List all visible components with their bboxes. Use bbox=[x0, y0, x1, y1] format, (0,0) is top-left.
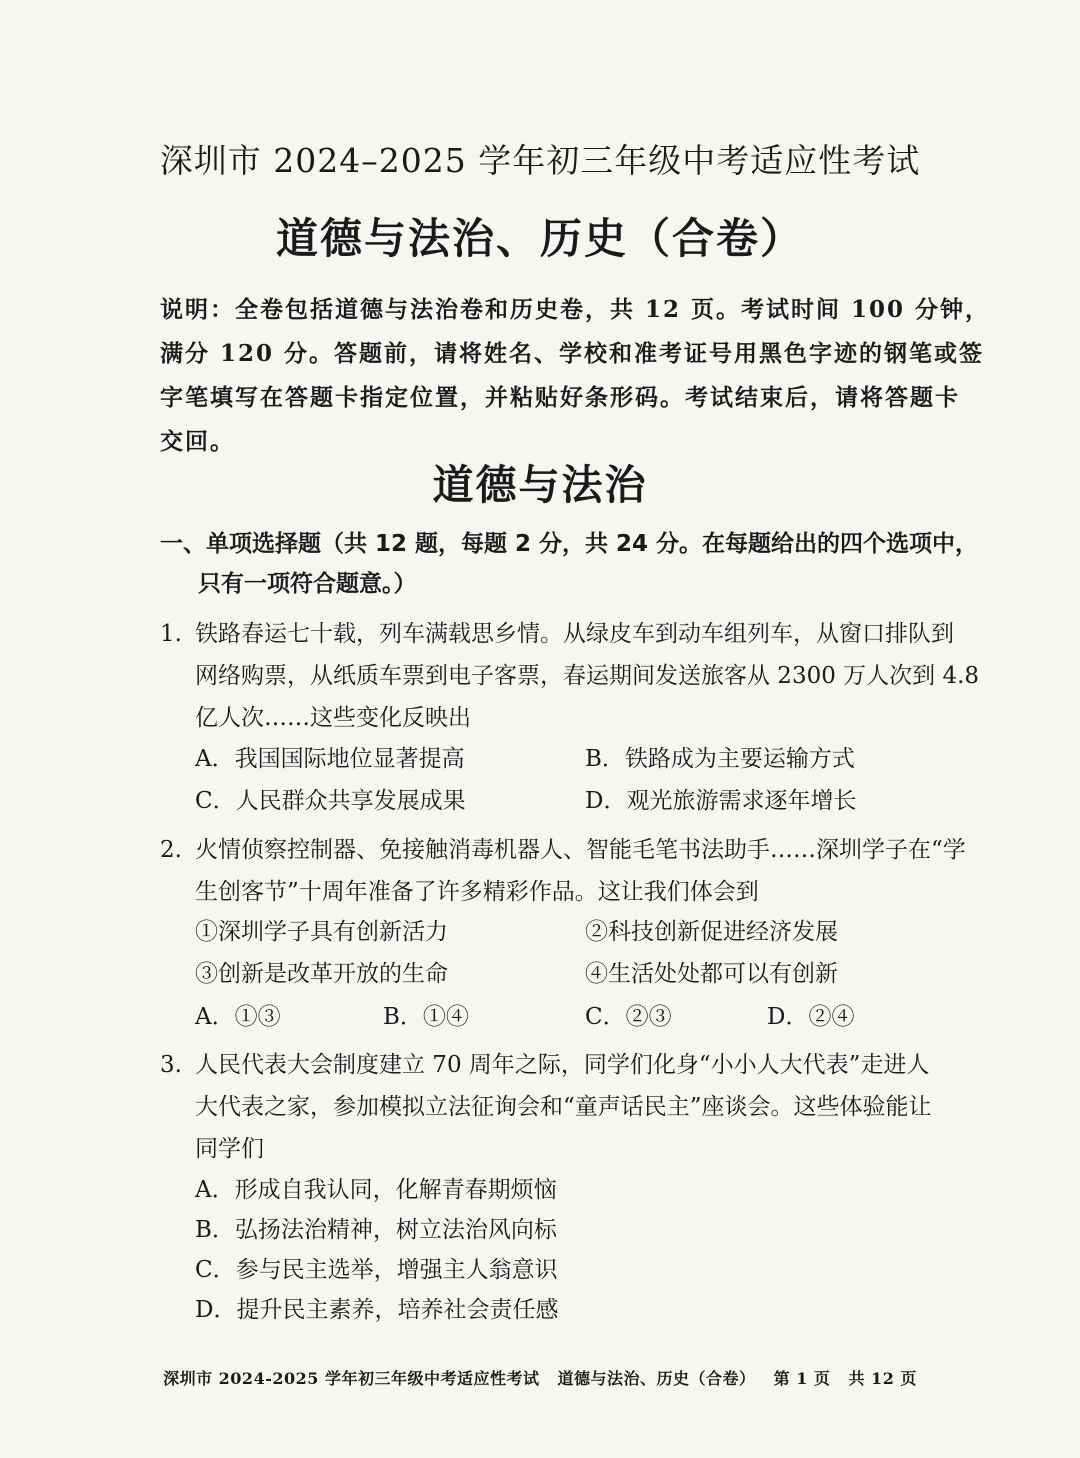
option-b: B．①④ bbox=[383, 1004, 469, 1030]
stem-line: 网络购票，从纸质车票到电子客票，春运期间发送旅客从 2300 万人次到 4.8 bbox=[195, 663, 980, 689]
option-d: D．观光旅游需求逐年增长 bbox=[585, 788, 857, 814]
stem-line: 铁路春运七十载，列车满载思乡情。从绿皮车到动车组列车，从窗口排队到 bbox=[195, 621, 954, 647]
option-a: A．①③ bbox=[195, 1004, 281, 1030]
question-number: 1. bbox=[160, 621, 182, 647]
footer-exam: 深圳市 2024-2025 学年初三年级中考适应性考试 bbox=[163, 1369, 540, 1388]
question-number: 2. bbox=[160, 837, 182, 863]
stem-line: 同学们 bbox=[195, 1136, 264, 1162]
statement-1: ①深圳学子具有创新活力 bbox=[195, 919, 448, 945]
question-number: 3. bbox=[160, 1052, 182, 1078]
statement-4: ④生活处处都可以有创新 bbox=[585, 961, 838, 987]
footer-paper: 道德与法治、历史（合卷） bbox=[557, 1369, 756, 1388]
option-c: C．②③ bbox=[585, 1004, 672, 1030]
part-heading-line: 一、单项选择题（共 12 题，每题 2 分，共 24 分。在每题给出的四个选项中， bbox=[160, 531, 979, 557]
instructions-line: 字笔填写在答题卡指定位置，并粘贴好条形码。考试结束后，请将答题卡 bbox=[160, 384, 960, 411]
instructions-line: 满分 120 分。答题前，请将姓名、学校和准考证号用黑色字迹的钢笔或签 bbox=[160, 340, 985, 367]
option-a: A．形成自我认同，化解青春期烦恼 bbox=[195, 1177, 557, 1203]
question-stem bbox=[195, 829, 966, 913]
stem-line: 亿人次……这些变化反映出 bbox=[195, 705, 471, 731]
question-stem bbox=[195, 1044, 960, 1170]
question-1 bbox=[160, 613, 980, 739]
part-heading-line: 只有一项符合题意。） bbox=[198, 571, 417, 597]
option-b: B．弘扬法治精神，树立法治风向标 bbox=[195, 1217, 557, 1243]
stem-line: 人民代表大会制度建立 70 周年之际，同学们化身“小小人大代表”走进人 bbox=[195, 1052, 930, 1078]
paper-title: 道德与法治、历史（合卷） bbox=[275, 214, 804, 263]
question-3 bbox=[160, 1044, 960, 1170]
section-title: 道德与法治 bbox=[432, 461, 648, 509]
option-d: D．提升民主素养，培养社会责任感 bbox=[195, 1297, 559, 1323]
option-c: C．人民群众共享发展成果 bbox=[195, 788, 466, 814]
footer-total-pages: 共 12 页 bbox=[848, 1369, 917, 1388]
footer-page-number: 第 1 页 bbox=[773, 1369, 831, 1388]
part-heading bbox=[160, 524, 979, 604]
stem-line: 火情侦察控制器、免接触消毒机器人、智能毛笔书法助手……深圳学子在“学 bbox=[195, 837, 966, 863]
option-d: D．②④ bbox=[767, 1004, 855, 1030]
option-a: A．我国国际地位显著提高 bbox=[195, 746, 465, 772]
instructions bbox=[160, 288, 991, 464]
page-footer bbox=[0, 1366, 1080, 1389]
exam-title: 深圳市 2024–2025 学年初三年级中考适应性考试 bbox=[159, 141, 921, 180]
instructions-line: 说明：全卷包括道德与法治卷和历史卷，共 12 页。考试时间 100 分钟， bbox=[160, 296, 991, 323]
stem-line: 大代表之家，参加模拟立法征询会和“童声话民主”座谈会。这些体验能让 bbox=[195, 1094, 932, 1120]
question-2 bbox=[160, 829, 966, 913]
stem-line: 生创客节”十周年准备了许多精彩作品。这让我们体会到 bbox=[195, 879, 759, 905]
statement-2: ②科技创新促进经济发展 bbox=[585, 919, 838, 945]
instructions-line: 交回。 bbox=[160, 428, 235, 455]
option-c: C．参与民主选举，增强主人翁意识 bbox=[195, 1257, 558, 1283]
statement-3: ③创新是改革开放的生命 bbox=[195, 961, 448, 987]
option-b: B．铁路成为主要运输方式 bbox=[585, 746, 855, 772]
question-stem bbox=[195, 613, 980, 739]
